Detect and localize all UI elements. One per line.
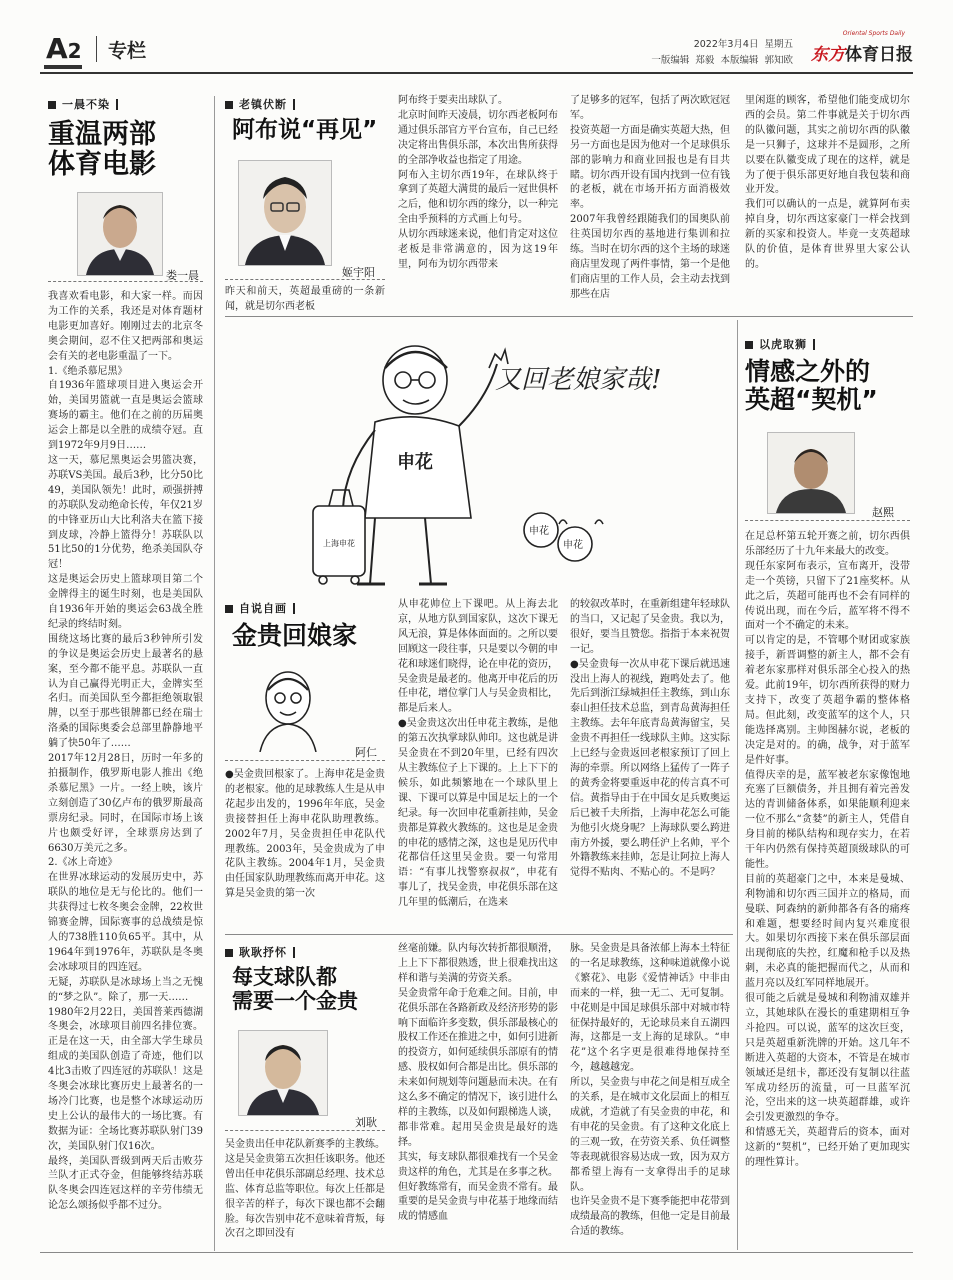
page-number: A2 — [46, 32, 82, 65]
art5-col1: 吴金贵出任申花队新赛季的主教练。这是吴金贵第五次担任该职务。他还曾出任申花俱乐部副总经理、技术总监、体育总监等职位。每次上任都是很辛苦的样子，每次下课也都不会翻脸。每次告别申花不意味着背叛，每次召之即回没有 — [225, 1139, 385, 1240]
cartoon — [225, 318, 733, 590]
footer-rule — [40, 1252, 913, 1253]
art5-byline-rule — [225, 1130, 385, 1131]
art4-byline-rule — [225, 760, 385, 761]
art3-title: 情感之外的 英超“契机” — [745, 357, 878, 414]
column-divider-1 — [214, 96, 215, 1251]
art5-author: 刘耿 — [355, 1116, 377, 1129]
art4-title: 金贵回娘家 — [232, 621, 358, 650]
art5-col2: 丝毫前嫌。队内每次转折都很顺滑，上上下下都很熟透，世上很难找出这样和谐与美满的劳资关系。 吴金贵常年命于危难之间。目前，申花俱乐部在各路新政及经济形势的影响下面临许多变数，俱乐部最核心的股权工作还在推进之中，如何引进新的投资方，如何延续俱乐部原有的情感、股权如何合都是出比。俱乐部的未来如何规划等问题悬而未决。在有这么多不确定的情况下，该引进什么样的主教练，以及如何跟梯选人谈，都非常难。起用吴金贵是最好的选择。 其实，每支球队都很难找有一个吴金贵这样的角色，尤其是在多事之秋。但好教练常有，而吴金贵不常有。最重要的是吴金贵与申花基于地缘而结成的情感血 — [398, 943, 558, 1223]
section-name: 专栏 — [108, 40, 147, 62]
editors: 一版编辑 郑毅 本版编辑 郭知欧 — [651, 55, 793, 66]
art1-title: 重温两部 体育电影 — [48, 119, 156, 181]
art3-body: 在足总杯第五轮开赛之前，切尔西俱乐部经历了十九年来最大的改变。 现任东家阿布表示，宣布离开，没带走一个英镑，只留下了21座奖杯。从此之后，英超可能再也不会有同样的传说出现，而在今后，蓝军将不得不面对一个不确定的未来。 可以肯定的是，不管哪个财团或家族接手，新晋调整的新主人，都不会有着老东家那样对俱乐部全心投入的热爱。此前19年，切尔西所获得的财力支持下，改变了英超争霸的整体格局。但此刻，改变蓝军的这个人，只能选择离别。主帅图赫尔说，老板的决定是对的。的确，战争，对于蓝军是件好事。 值得庆幸的是，蓝军被老东家像饱地充塞了巨额债务，并且拥有着完善发达的青训储备体系，如果能顺利迎来一位不那么“贪婪”的新主人，凭借自身目前的梯队结构和现存实力，在若干年内仍然有保持英超顶级球队的可能性。 目前的英超豪门之中，本来是曼城、利物浦和切尔西三国并立的格局，而曼联、阿森纳的新帅都各有各的痛疼和难题，想要经时间内复兴难度很大。如果切尔西接下来在俱乐部层面出现彻底的失控，红魔和枪手以及热刺，未必真的能把握而代之，从而和蓝月亮以及红军同样地展开。 很可能之后就是曼城和利物浦双雄并立，其她球队在漫长的重建期相互争斗抢四。可以说，蓝军的这次巨变，只是英超重新洗牌的开始。这几年不断进入英超的大资本，不管是在城市领域还是纽卡，都还没有复制以往蓝军成功经历的流量，可一旦蓝军沉沦，空出来的这一块英超群雄，或许会引发更激烈的争夺。 和情感无关，英超背后的资本，面对这新的“契机”，已经开始了更加现实的理性算计。 — [745, 531, 910, 1169]
masthead-english: Oriental Sports Daily — [842, 30, 905, 37]
section-rule-mid — [225, 934, 733, 935]
art4-sketch — [248, 664, 328, 752]
art2-author-photo — [238, 160, 332, 266]
art4-col3: 的较叙改革时，在重新组建年轻球队的当口，又记起了吴金贵。我以为，很好，要当且赞您。指指于本来祝贺一记。 ●吴金贵每一次从申花下课后就迅速没出上海人的视线，跑鸣处去了。他先后到浙江绿城担任主教练，到山东泰山担任技术总监，到青岛黄海担任主教练。去年年底青岛黄海留宝，吴金贵不再担任一线球队主帅。这实际上已经与金贵返回老根家预订了回上海的牵票。所以网络上猛传了一阵子的黄秀金将要重返申花的传言真不可信。黄指导由于在中国女足兵败奥运后已被千夫所指，上海申花怎么可能为他引火烧身呢？上海球队要么跨进南方外援，要么聘任沪上名帅，平个外籍教练来挂帅，怎是让阿拉上海人觉得不贴肉、不贴心的。不是吗？ — [570, 599, 730, 879]
cartoon-caption: 又回老娘家哉! — [495, 365, 662, 395]
art1-author: 娄一晨 — [166, 269, 199, 282]
header-divider — [96, 36, 97, 62]
art2-col2: 阿布终于要卖出球队了。 北京时间昨天凌晨，切尔西老板阿布通过俱乐部官方平台宣布，自己已经决定将出售俱乐部，本次出售所获得的全部净收益也指定了用途。 阿布入主切尔西19年，在球队终于拿到了英超大满贯的最后一冠世俱杯之后，他和切尔西的缘分，以一种完全由乎预料的方式画上句号。 从切尔西球迷来说，他们肯定对这位老板是非常满意的，因为这19年里，阿布为切尔西带来 — [398, 95, 558, 270]
issue-date: 2022年3月4日 星期五 — [693, 39, 793, 50]
art2-author: 姬宇阳 — [342, 266, 375, 279]
cartoon-case-text: 上海申花 — [323, 539, 355, 548]
section-rule-top — [225, 316, 913, 317]
header-rule — [40, 72, 913, 74]
cartoon-shirt-text: 申花 — [397, 452, 433, 473]
art3-author: 赵熙 — [872, 506, 894, 519]
art5-col3: 脉。吴金贵是具备浓郁上海本土特征的一名足球教练，这种味道就像小说《繁花》、电影《爱情神话》中非由而来的一样，独一无二、无可复制。中花则是中国足球俱乐部中对城市特征保持最好的，无论球员来自五湖四海，这都是一支上海的足球队。“申花”这个名字更是很难得地保持至今，越越越宠。 所以，吴金贵与申花之间是相互成全的关系，是在城市文化层面上的相互成就，才造就了有吴金贵的申花，和有申花的吴金贵。有了这种文化底上的三观一致，在劳资关系、负任调整等表现就很容易达成一致，因为双方都希望上海有一支拿得出手的足球队。 也许吴金贵不是下赛季能把申花带到成绩最高的教练，但他一定是目前最合适的教练。 — [570, 943, 730, 1238]
art4-author: 阿仁 — [355, 746, 377, 759]
column-label-art3: 以虎取狮 — [745, 336, 815, 352]
column-label-art5: 耿耿抒怀 — [225, 944, 295, 960]
art3-byline-rule — [745, 520, 910, 521]
masthead-red: 东方 — [811, 45, 845, 65]
art1-author-photo — [77, 192, 163, 276]
cartoon-ball1-text: 申花 — [529, 526, 549, 537]
art1-body: 我喜欢看电影，和大家一样。而因为工作的关系，我还是对体育题材电影更加喜好。刚刚过去的北京冬奥会期间，忍不住又把两部和奥运会有关的老电影重温了一下。 1.《绝杀慕尼黑》 自1936年篮球项目进入奥运会开始，美国男篮就一直是奥运会篮球赛场的霸主。他们在之前的历届奥运会上都是以全胜的成绩夺冠。直到1972年9月9日…… 这一天，慕尼黑奥运会男篮决赛，苏联VS美国。最后3秒，比分50比49，美国队领先！此时，顽强拼搏的苏联队发动绝命长传，年仅21岁的中锋亚历山大比利洛夫在篮下接到皮球，冷静上篮得分！苏联队以51比50的1分优势，绝杀美国队夺冠！ 这是奥运会历史上篮球项目第二个金牌得主的诞生时刻，也是美国队自1936年开始的奥运会63战全胜纪录的终结时刻。 围绕这场比赛的最后3秒钟所引发的争议是奥运会历史上最著名的悬案，至今都不能平息。苏联队一直认为自己赢得光明正大，金牌实至名归。而美国队至今都拒绝领取银牌，以至于那些银牌都已经在瑞士洛桑的国际奥委会总部里静静地平躺了快50年了…… 2017年12月28日，历时一年多的拍摄制作，俄罗斯电影人推出《绝杀慕尼黑》一片。一经上映，该片立刻创造了30亿卢布的俄罗斯最高票房纪录。同时，在国际市场上该片也颇受好评，全球票房达到了6630万美元之多。 2.《冰上奇迹》 在世界冰球运动的发展历史中，苏联队的地位是无与伦比的。他们一共获得过七枚冬奥会金牌，22枚世锦赛金牌，国际赛事的总战绩是惊人的738胜110负65平。其中，从1964年到1976年，苏联队是冬奥会冰球项目的四连冠。 无疑，苏联队是冰球场上当之无愧的“梦之队”。除了，那一天…… 1980年2月22日，美国普莱西德湖冬奥会，冰球项目前四名排位赛。正是在这一天，由全部大学生球员组成的美国队创造了奇迹，他们以4比3击败了四连冠的苏联队！这是冬奥会冰球比赛历史上最著名的一场冷门比赛，也是整个冰球运动历史上公认的最伟大的一场比赛。有数据为证：全场比赛苏联队射门39次，美国队射门仅16次。 最终，美国队晋级到两天后击败芬兰队才正式夺金，但能够终结苏联队冬奥会四连冠这样的辛劳伟绩无论怎么颂扬似乎都不过分。 — [48, 291, 203, 1212]
art2-col3: 了足够多的冠军，包括了两次欧冠冠军。 投资英超一方面是确实英超大热，但另一方面也是因为他对一个足球俱乐部的影响力和商业回报也是有目共睹。切尔西开设有国内找到一位有钱的老板，就在市场开拓方面消极效率。 2007年我曾经跟随我们的国奥队前往英国切尔西的基地进行集训和拉练。当时在切尔西的这个主场的球迷商店里发现了两件事情，第一个是他们商店里的工作人员，会主动去找到那些在店 — [570, 95, 730, 300]
art3-author-photo — [767, 432, 855, 514]
column-label-art4: 自说自画 — [225, 600, 295, 616]
masthead-logo — [803, 30, 913, 66]
page-number-underline — [44, 65, 82, 69]
column-label-art2: 老镇伏断 — [225, 96, 295, 112]
art2-title: 阿布说“再见” — [232, 117, 378, 143]
column-divider-3 — [737, 320, 738, 1250]
art2-col1: 昨天和前天，英超最重磅的一条新闻，就是切尔西老板 — [225, 286, 385, 312]
art4-col2: 从申花帅位上下课吧。从上海去北京，从地方队到国家队，这次下课无风无浪，算是体体面面的。之所以要回顾这一段往事，只是要以今朝的申花和球迷们晓得，论在申花的资历，吴金贵是最老的。他离开申花后的历任申花，增位掌门人与吴金贵相比，都是后来人。 ●吴金贵这次出任申花主教练，是他的第五次执掌球队帅印。这也就是讲吴金贵在不到20年里，已经有四次从主教练位子上下课的。上上下下的候乐，如此频繁地在一个球队里上课、下课可以算是中国足坛上的一个纪录。每一次回申花重新挂帅，吴金贵都是算救火教练的。这也是足金贵的申花的感情之深，这也是见历代申花都信任这里吴金贵。要一句常用语：“有事儿找警察叔叔”，申花有事儿了，找吴金贵，申花俱乐部在这几年里的低潮后，在选来 — [398, 599, 558, 909]
art5-author-photo — [238, 1030, 328, 1116]
masthead-black: 体育日报 — [845, 45, 913, 65]
art2-col4: 里闲逛的顾客，希望他们能变成切尔西的会员。第二件事就是关于切尔西的队徽问题，其实之前切尔西的队徽是一只狮子，这球并不是圆形，之所以要在队徽变成了现在的这样，就是为了便于俱乐部更好地自我包装和商业开发。 我们可以确认的一点是，就算阿布卖掉自身，切尔西这家豪门一样会找到新的买家和投资人。毕竟一支英超球队的价值，是体育世界里大家公认的。 — [745, 95, 910, 270]
art5-title: 每支球队都 需要一个金贵 — [232, 965, 358, 1013]
art4-col1: ●吴金贵回根家了。上海申花是金贵的老根家。他的足球教练人生是从申花起步出发的，1996年年底，吴金贵接替担任上海申花队助理教练。2002年7月，吴金贵担任申花队代理教练。2003年，吴金贵成为了申花队主教练。2004年1月，吴金贵由任国家队助理教练而离开申花。这算是吴金贵的第一次 — [225, 769, 385, 900]
cartoon-ball2-text: 申花 — [563, 540, 583, 551]
column-label-art1: 一晨不染 — [48, 96, 118, 112]
page-header — [40, 28, 913, 68]
